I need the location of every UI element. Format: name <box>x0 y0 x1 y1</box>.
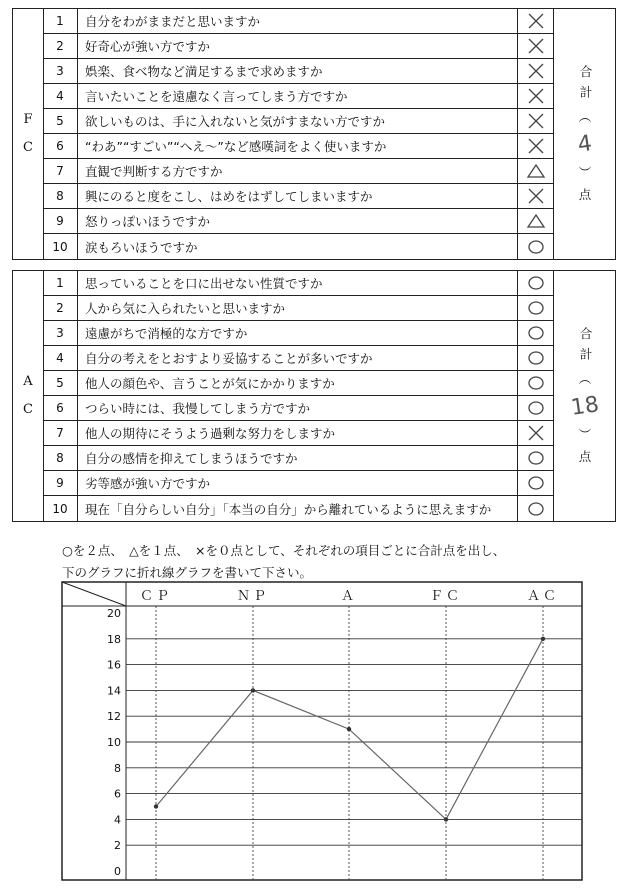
data-point <box>444 817 448 821</box>
question-text: 遠慮がちで消極的な方ですか <box>85 326 248 341</box>
question-number: 8 <box>43 446 78 470</box>
question-number: 4 <box>43 346 78 370</box>
y-tick-label: 4 <box>114 813 121 827</box>
question-number: 1 <box>43 9 78 33</box>
question-text: 劣等感が強い方ですか <box>85 476 211 491</box>
data-point <box>347 727 351 731</box>
question-text: 他人の顔色や、言うことが気にかかりますか <box>85 376 335 391</box>
instructions-line-2: 下のグラフに折れ線グラフを書いて下さい。 <box>62 565 313 580</box>
chart-corner-diagonal <box>62 582 126 606</box>
ac-close-paren: ︶ <box>578 427 592 442</box>
y-tick-label: 16 <box>107 658 121 672</box>
data-point <box>154 804 158 808</box>
y-tick-label: 2 <box>114 839 121 853</box>
fc-close-paren: ︶ <box>578 165 592 180</box>
data-point <box>251 688 255 692</box>
ac-total-unit: 点 <box>578 449 592 464</box>
y-tick-label: 10 <box>107 736 121 749</box>
question-number: 5 <box>43 109 78 133</box>
question-number: 5 <box>43 371 78 395</box>
question-text: “わあ”“すごい”“へえ～”など感嘆詞をよく使いますか <box>85 139 387 154</box>
y-tick-label: 6 <box>114 787 121 801</box>
question-number: 1 <box>43 271 78 295</box>
question-text: 欲しいものは、手に入れないと気がすまない方ですか <box>85 114 386 129</box>
x-category-label: ＣＰ <box>139 589 173 604</box>
question-text: 娯楽、食べ物など満足するまで求めますか <box>85 64 323 79</box>
question-text: 思っていることを口に出せない性質ですか <box>85 276 323 291</box>
fc-total-unit: 点 <box>578 187 592 202</box>
instructions-line-1: ○を２点、 △を１点、 ×を０点として、それぞれの項目ごとに合計点を出し、 <box>62 543 506 558</box>
y-tick-label: 20 <box>107 607 121 620</box>
question-number: 6 <box>43 134 78 158</box>
x-category-label: ＡＣ <box>526 589 560 604</box>
question-number: 10 <box>43 234 78 259</box>
question-number: 9 <box>43 209 78 233</box>
fc-total-label: 合計 <box>578 65 593 106</box>
question-text: 他人の期待にそうよう過剰な努力をしますか <box>85 426 336 441</box>
y-tick-label: 0 <box>114 865 121 878</box>
x-category-label: ＦＣ <box>429 589 463 604</box>
question-number: 9 <box>43 471 78 495</box>
question-number: 8 <box>43 184 78 208</box>
question-number: 10 <box>43 496 78 521</box>
question-text: 言いたいことを遠慮なく言ってしまう方ですか <box>85 89 348 104</box>
question-number: 7 <box>43 421 78 445</box>
question-text: 涙もろいほうですか <box>85 239 198 255</box>
question-text: つらい時には、我慢してしまう方ですか <box>85 401 311 416</box>
fc-group-letter-1: F <box>23 112 33 127</box>
fc-open-paren: ︵ <box>578 109 592 124</box>
x-category-label: ＮＰ <box>236 589 270 604</box>
question-number: 7 <box>43 159 78 183</box>
question-text: 直観で判断する方ですか <box>85 164 223 179</box>
ac-open-paren: ︵ <box>578 371 592 386</box>
x-category-label: Ａ <box>340 589 358 604</box>
question-text: 怒りっぽいほうですか <box>85 214 211 229</box>
ac-group-letter-2: C <box>23 402 33 417</box>
ac-total-score[interactable]: 18 <box>569 392 601 421</box>
question-text: 現在「自分らしい自分」「本当の自分」から離れているように思えますか <box>85 501 492 517</box>
fc-group-letter-2: C <box>23 140 33 155</box>
data-point <box>541 637 545 641</box>
chart-frame <box>62 582 582 880</box>
question-number: 2 <box>43 34 78 58</box>
question-number: 6 <box>43 396 78 420</box>
y-tick-label: 18 <box>107 632 121 646</box>
question-text: 好奇心が強い方ですか <box>85 39 211 54</box>
question-text: 自分の感情を抑えてしまうほうですか <box>85 451 298 466</box>
question-number: 4 <box>43 84 78 108</box>
fc-total-score[interactable]: 4 <box>576 131 594 158</box>
ac-total-label: 合計 <box>578 327 593 368</box>
question-text: 自分をわがままだと思いますか <box>85 14 261 29</box>
question-text: 興にのると度をこし、はめをはずしてしまいますか <box>85 189 373 204</box>
y-tick-label: 12 <box>107 710 121 724</box>
question-number: 3 <box>43 321 78 345</box>
question-text: 自分の考えをとおすより妥協することが多いですか <box>85 351 373 366</box>
question-text: 人から気に入られたいと思いますか <box>85 301 286 316</box>
question-number: 2 <box>43 296 78 320</box>
question-number: 3 <box>43 59 78 83</box>
ac-group-letter-1: A <box>23 374 33 389</box>
y-tick-label: 8 <box>114 761 121 775</box>
y-tick-label: 14 <box>107 684 121 698</box>
